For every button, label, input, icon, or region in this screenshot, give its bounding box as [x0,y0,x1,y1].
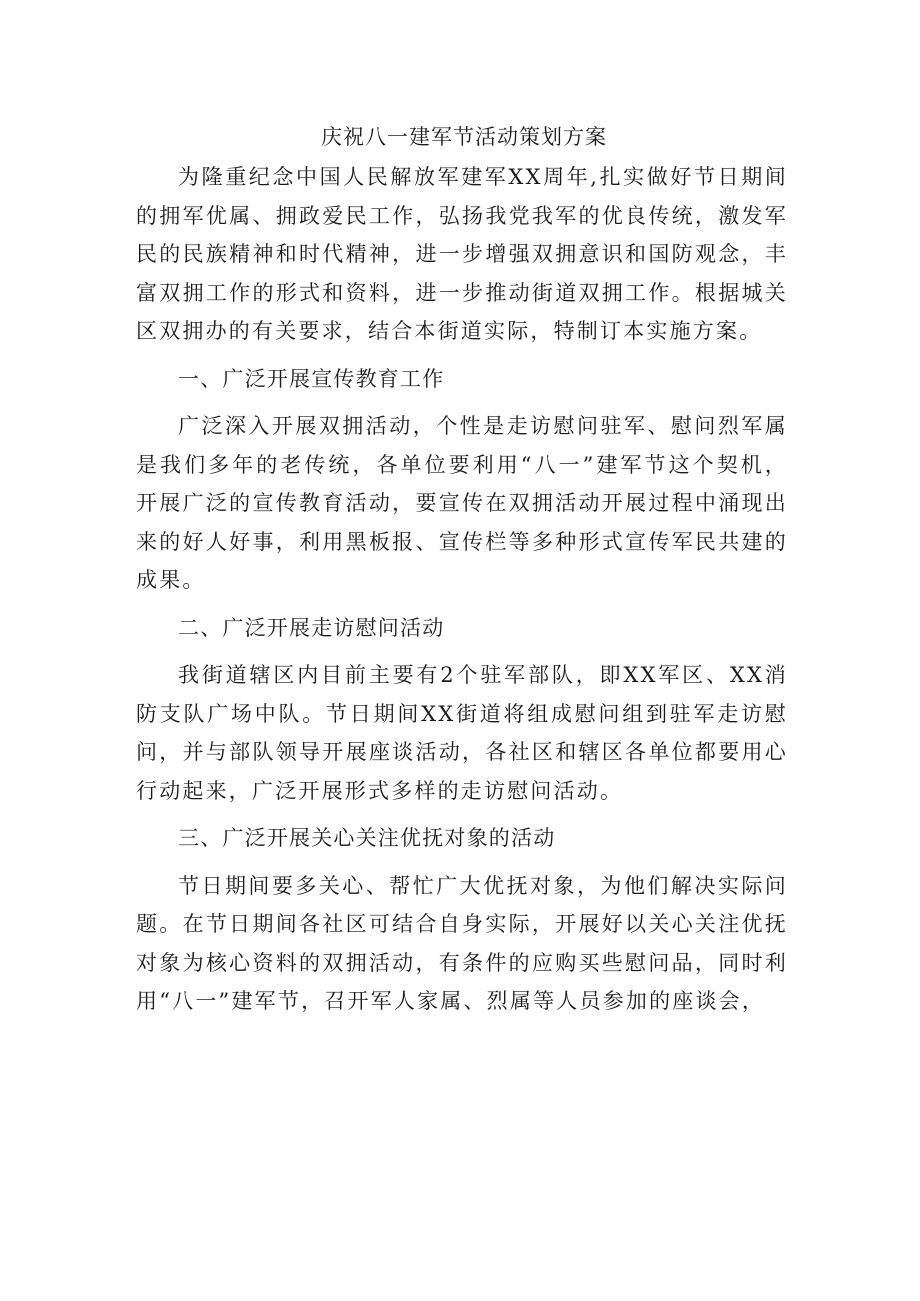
spacer [136,398,788,407]
spacer [136,858,788,867]
intro-paragraph: 为隆重纪念中国人民解放军建军XX周年,扎实做好节日期间的拥军优属、拥政爱民工作，弘扬我党我军的优良传统，激发军民的民族精神和时代精神，进一步增强双拥意识和国防观念，丰富双拥工作的形式和资料，进一步推动街道双拥工作。根据城关区双拥办的有关要求，结合本街道实际，特制订本实施方案。 [136,165,788,343]
document-body [136,118,788,1021]
spacer [136,600,788,609]
section-body-2: 我街道辖区内目前主要有2个驻军部队，即XX军区、XX消防支队广场中队。节日期间XX街道将组成慰问组到驻军走访慰问，并与部队领导开展座谈活动，各社区和辖区各单位都要用心行动起来，广泛开展形式多样的走访慰问活动。 [136,663,788,803]
section-heading-3: 三、广泛开展关心关注优抚对象的活动 [178,826,556,850]
section-body-1: 广泛深入开展双拥活动，个性是走访慰问驻军、慰问烈军属是我们多年的老传统，各单位要利用“八一”建军节这个契机，开展广泛的宣传教育活动，要宣传在双拥活动开展过程中涌现出来的好人好事，利用黑板报、宣传栏等多种形式宣传军民共建的成果。 [136,414,788,592]
section-body-3: 节日期间要多关心、帮忙广大优抚对象，为他们解决实际问题。在节日期间各社区可结合自身实际，开展好以关心关注优抚对象为核心资料的双拥活动，有条件的应购买些慰问品，同时利用“八一”建军节，召开军人家属、烈属等人员参加的座谈会， [136,873,788,1013]
section-heading-2: 二、广泛开展走访慰问活动 [178,615,445,640]
spacer [136,810,788,819]
section-heading-1: 一、广泛开展宣传教育工作 [178,366,445,391]
document-title: 庆祝八一建军节活动策划方案 [321,125,607,149]
spacer [136,647,788,656]
spacer [136,351,788,360]
